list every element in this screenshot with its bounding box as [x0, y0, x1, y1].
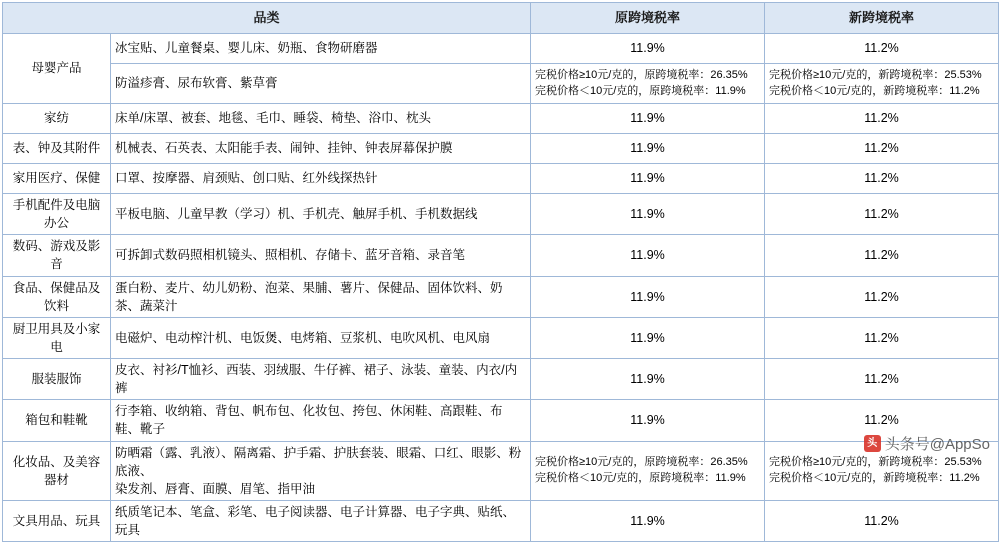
- items-line-1: 防晒霜（露、乳液）、隔离霜、护手霜、护肤套装、眼霜、口红、眼影、粉底液、: [115, 445, 522, 478]
- row-category: 表、钟及其附件: [3, 134, 111, 164]
- old-rate-line-1: 完税价格≥10元/克的，原跨境税率：26.35%: [535, 455, 748, 468]
- row-new-rate: 11.2%: [765, 194, 999, 235]
- row-items: [111, 441, 531, 500]
- row-items: 可拆卸式数码照相机镜头、照相机、存储卡、蓝牙音箱、录音笔: [111, 235, 531, 276]
- row-items: 行李箱、收纳箱、背包、帆布包、化妆包、挎包、休闲鞋、高跟鞋、布鞋、靴子: [111, 400, 531, 441]
- table-row: [3, 34, 999, 64]
- row-category: 手机配件及电脑办公: [3, 194, 111, 235]
- row-old-rate: 11.9%: [531, 359, 765, 400]
- row-items: 床单/床罩、被套、地毯、毛巾、睡袋、椅垫、浴巾、枕头: [111, 104, 531, 134]
- row-items: 皮衣、衬衫/T恤衫、西装、羽绒服、牛仔裤、裙子、泳装、童装、内衣/内裤: [111, 359, 531, 400]
- row-items: 电磁炉、电动榨汁机、电饭煲、电烤箱、豆浆机、电吹风机、电风扇: [111, 317, 531, 358]
- row-new-rate: 11.2%: [765, 359, 999, 400]
- watermark: [864, 433, 990, 454]
- items-line-2: 染发剂、唇膏、面膜、眉笔、指甲油: [115, 481, 316, 496]
- header-new-rate: 新跨境税率: [765, 3, 999, 34]
- header-old-rate: 原跨境税率: [531, 3, 765, 34]
- new-rate-line-2: 完税价格＜10元/克的，新跨境税率：11.2%: [769, 471, 980, 484]
- row-items: 冰宝贴、儿童餐桌、婴儿床、奶瓶、食物研磨器: [111, 34, 531, 64]
- row-items: 防溢疹膏、尿布软膏、紫草膏: [111, 64, 531, 104]
- row-old-rate: 11.9%: [531, 500, 765, 541]
- row-category: 数码、游戏及影音: [3, 235, 111, 276]
- table-row: [3, 164, 999, 194]
- table-row: [3, 400, 999, 441]
- row-new-rate: 11.2%: [765, 134, 999, 164]
- row-items: 蛋白粉、麦片、幼儿奶粉、泡菜、果脯、薯片、保健品、固体饮料、奶茶、蔬菜汁: [111, 276, 531, 317]
- row-old-rate: [531, 64, 765, 104]
- row-new-rate: 11.2%: [765, 235, 999, 276]
- header-category: 品类: [3, 3, 531, 34]
- row-old-rate: 11.9%: [531, 317, 765, 358]
- row-category: 家用医疗、保健: [3, 164, 111, 194]
- old-rate-line-1: 完税价格≥10元/克的，原跨境税率：26.35%: [535, 68, 748, 81]
- row-category: 服装服饰: [3, 359, 111, 400]
- table-row: [3, 276, 999, 317]
- row-category: 厨卫用具及小家电: [3, 317, 111, 358]
- row-items: 平板电脑、儿童早教（学习）机、手机壳、触屏手机、手机数据线: [111, 194, 531, 235]
- row-category: 化妆品、及美容器材: [3, 441, 111, 500]
- watermark-text: 头条号@AppSo: [884, 436, 990, 453]
- row-old-rate: 11.9%: [531, 104, 765, 134]
- new-rate-line-1: 完税价格≥10元/克的，新跨境税率：25.53%: [769, 68, 982, 81]
- row-old-rate: 11.9%: [531, 34, 765, 64]
- table-header-row: [3, 3, 999, 34]
- toutiao-logo-icon: 头: [864, 435, 881, 452]
- table-row: [3, 317, 999, 358]
- row-category: 母婴产品: [3, 34, 111, 104]
- new-rate-line-2: 完税价格＜10元/克的，新跨境税率：11.2%: [769, 84, 980, 97]
- row-new-rate: 11.2%: [765, 317, 999, 358]
- row-category: 箱包和鞋靴: [3, 400, 111, 441]
- table-row: [3, 104, 999, 134]
- cross-border-tax-table: [2, 2, 999, 542]
- row-items: 纸质笔记本、笔盒、彩笔、电子阅读器、电子计算器、电子字典、贴纸、玩具: [111, 500, 531, 541]
- row-category: 食品、保健品及饮料: [3, 276, 111, 317]
- table-row: [3, 235, 999, 276]
- row-new-rate: 11.2%: [765, 276, 999, 317]
- table-row: [3, 441, 999, 500]
- row-items: 口罩、按摩器、肩颈贴、创口贴、红外线探热针: [111, 164, 531, 194]
- row-old-rate: 11.9%: [531, 400, 765, 441]
- row-new-rate: 11.2%: [765, 500, 999, 541]
- table-row: [3, 134, 999, 164]
- row-old-rate: 11.9%: [531, 164, 765, 194]
- row-old-rate: 11.9%: [531, 235, 765, 276]
- row-new-rate: 11.2%: [765, 34, 999, 64]
- row-old-rate: 11.9%: [531, 194, 765, 235]
- row-items: 机械表、石英表、太阳能手表、闹钟、挂钟、钟表屏幕保护膜: [111, 134, 531, 164]
- table-row: [3, 194, 999, 235]
- table-row: [3, 64, 999, 104]
- row-new-rate: 11.2%: [765, 104, 999, 134]
- old-rate-line-2: 完税价格＜10元/克的，原跨境税率：11.9%: [535, 84, 746, 97]
- row-old-rate: [531, 441, 765, 500]
- row-old-rate: 11.9%: [531, 134, 765, 164]
- row-new-rate: 11.2%: [765, 400, 999, 441]
- row-new-rate: [765, 64, 999, 104]
- row-old-rate: 11.9%: [531, 276, 765, 317]
- table-row: [3, 500, 999, 541]
- row-new-rate: 11.2%: [765, 164, 999, 194]
- row-category: 家纺: [3, 104, 111, 134]
- table-row: [3, 359, 999, 400]
- new-rate-line-1: 完税价格≥10元/克的，新跨境税率：25.53%: [769, 455, 982, 468]
- row-category: 文具用品、玩具: [3, 500, 111, 541]
- old-rate-line-2: 完税价格＜10元/克的，原跨境税率：11.9%: [535, 471, 746, 484]
